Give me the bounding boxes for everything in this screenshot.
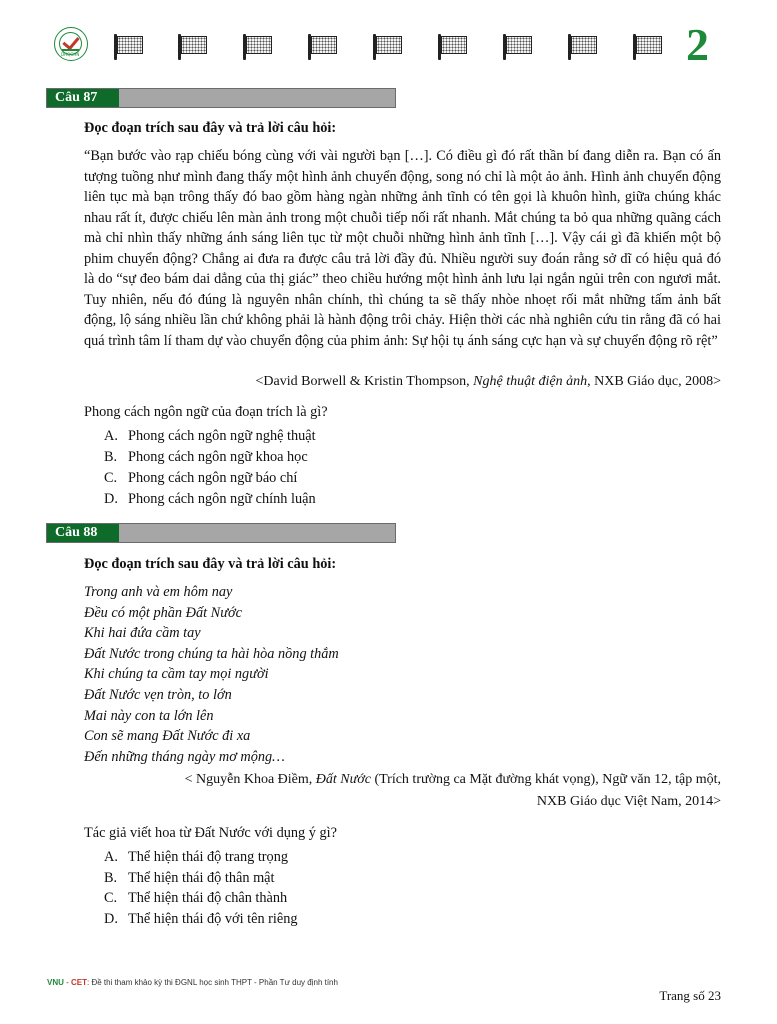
flag-icon bbox=[568, 34, 598, 56]
flag-icon bbox=[114, 34, 144, 56]
question-text: Phong cách ngôn ngữ của đoạn trích là gì? bbox=[84, 404, 328, 420]
answer-option[interactable]: B. Phong cách ngôn ngữ khoa học bbox=[104, 449, 308, 465]
answer-option[interactable]: D. Thể hiện thái độ với tên riêng bbox=[104, 911, 298, 927]
flag-icon bbox=[503, 34, 533, 56]
answer-option[interactable]: C. Thể hiện thái độ chân thành bbox=[104, 890, 288, 906]
flag-icon bbox=[633, 34, 663, 56]
flag-icon bbox=[373, 34, 403, 56]
answer-option[interactable]: A. Thể hiện thái độ trang trọng bbox=[104, 849, 289, 865]
answer-option[interactable]: A. Phong cách ngôn ngữ nghệ thuật bbox=[104, 428, 316, 444]
university-logo: DHQGHN bbox=[54, 27, 88, 61]
footer-exam-info: VNU - CET: Đề thi tham khảo kỳ thi ĐGNL học sinh THPT - Phần Tư duy định tính bbox=[47, 978, 338, 987]
passage-text: “Bạn bước vào rạp chiếu bóng cùng với vài người bạn […]. Có điều gì đó rất thần bí đang diễn ra. Bạn có ấn tượng tuồng như mình đang thấy một hình ảnh chuyển động, song nó chỉ là một ảo ảnh. Hình ảnh chuyển động liên tục mà bạn trông thấy đó bao gồm hàng ngàn những ảnh tĩnh có tên gọi là khuôn hình, giữa chúng khác nhau rất ít, được chiếu lên màn ảnh trong một chuỗi tiếp nối rất nhanh. Mắt chúng ta bỏ qua những quãng cách mà chỉ nhìn thấy những ánh sáng liên tục từ một chuỗi những hình ảnh tĩnh […]. Vậy cái gì đã khiến một bộ phim chuyển động? Chẳng ai đưa ra được câu trả lời đầy đủ. Nhiều người suy đoán rằng sở dĩ có hiệu quả đó là do “sự đeo bám dai dẳng của thị giác” theo chiều hướng một hình ảnh lưu lại ngắn ngủi trên con ngươi mắt. Tuy nhiên, nếu đó đúng là nguyên nhân chính, thì chúng ta sẽ thấy nhòe nhoẹt rối mắt những tấm ảnh bất động, lộ sáng nhiều lần chứ không phải là hành động trôi chảy. Hiện thời các nhà nghiên cứu tin rằng đã có hai quá trình tâm lí tham dự vào chuyển động của phim ảnh: Sự hội tụ ánh sáng cực hạn và sự chuyển động rõ rệt” bbox=[84, 148, 721, 349]
poem-line: Đến những tháng ngày mơ mộng… bbox=[84, 749, 285, 765]
passage-citation: <David Borwell & Kristin Thompson, Nghệ thuật điện ảnh, NXB Giáo dục, 2008> bbox=[255, 374, 721, 389]
poem-line: Khi hai đứa cầm tay bbox=[84, 625, 201, 641]
flag-icon bbox=[243, 34, 273, 56]
flag-icon bbox=[308, 34, 338, 56]
section-badge: 2 bbox=[686, 19, 709, 70]
answer-option[interactable]: C. Phong cách ngôn ngữ báo chí bbox=[104, 470, 298, 486]
answer-option[interactable]: D. Phong cách ngôn ngữ chính luận bbox=[104, 491, 316, 507]
poem-line: Khi chúng ta cầm tay mọi người bbox=[84, 666, 269, 682]
question-instruction: Đọc đoạn trích sau đây và trả lời câu hỏi: bbox=[84, 120, 337, 136]
poem-line: Mai này con ta lớn lên bbox=[84, 708, 214, 724]
question-instruction: Đọc đoạn trích sau đây và trả lời câu hỏi: bbox=[84, 556, 337, 572]
question-label: Câu 87 bbox=[47, 89, 119, 107]
poem-line: Con sẽ mang Đất Nước đi xa bbox=[84, 728, 251, 744]
question-label: Câu 88 bbox=[47, 524, 119, 542]
page-header bbox=[0, 0, 777, 80]
flag-icon bbox=[178, 34, 208, 56]
flag-icon bbox=[438, 34, 468, 56]
poem-citation: < Nguyễn Khoa Điềm, Đất Nước (Trích trường ca Mặt đường khát vọng), Ngữ văn 12, tập một, bbox=[184, 772, 721, 787]
poem-line: Đều có một phần Đất Nước bbox=[84, 605, 242, 621]
poem-line: Đất Nước vẹn tròn, to lớn bbox=[84, 687, 232, 703]
answer-option[interactable]: B. Thể hiện thái độ thân mật bbox=[104, 870, 275, 886]
poem-citation-line2: NXB Giáo dục Việt Nam, 2014> bbox=[536, 794, 721, 809]
question-header-bar bbox=[46, 523, 396, 543]
question-header-bar bbox=[46, 88, 396, 108]
question-text: Tác giả viết hoa từ Đất Nước với dụng ý gì? bbox=[84, 825, 337, 841]
page-number: Trang số 23 bbox=[659, 988, 721, 1003]
poem-line: Trong anh và em hôm nay bbox=[84, 584, 233, 600]
poem-line: Đất Nước trong chúng ta hài hòa nồng thắm bbox=[84, 646, 339, 662]
